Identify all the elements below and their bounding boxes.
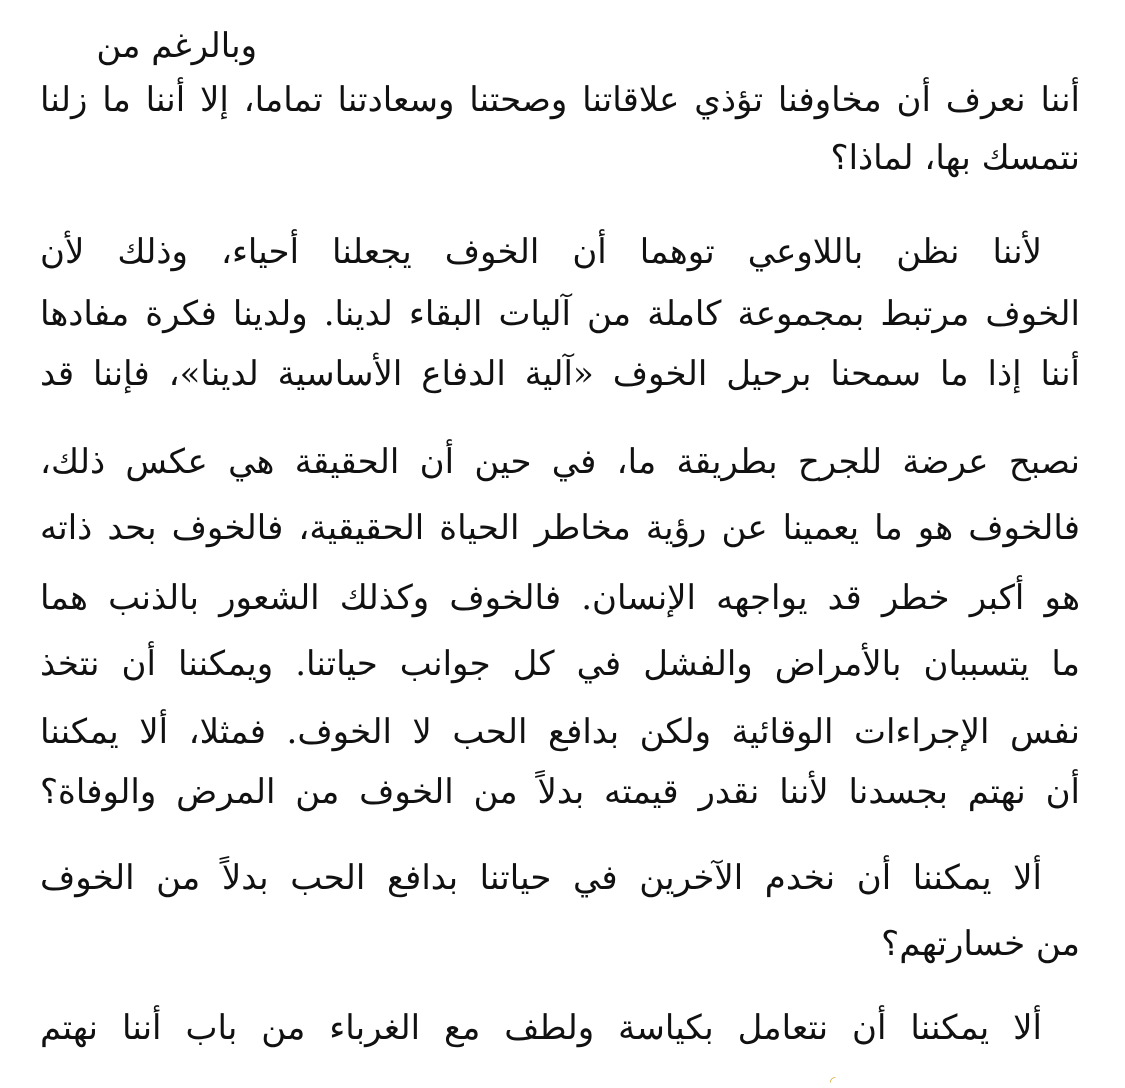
text-line-9: هو أكبر خطر قد يواجهه الإنسان. فالخوف وكذلك الشعور بالذنب هما xyxy=(40,578,1080,618)
text-line-5: الخوف مرتبط بمجموعة كاملة من آليات البقاء لدينا. ولدينا فكرة مفادها xyxy=(40,294,1080,334)
page-edge-mark: ◜ xyxy=(830,1074,836,1088)
text-line-4: لأننا نظن باللاوعي توهما أن الخوف يجعلنا أحياء، وذلك لأن xyxy=(40,232,1042,272)
text-line-15: ألا يمكننا أن نتعامل بكياسة ولطف مع الغرباء من باب أننا نهتم xyxy=(40,1008,1042,1048)
text-line-8: فالخوف هو ما يعمينا عن رؤية مخاطر الحياة الحقيقية، فالخوف بحد ذاته xyxy=(40,508,1080,548)
text-line-6: أننا إذا ما سمحنا برحيل الخوف «آلية الدفاع الأساسية لدينا»، فإننا قد xyxy=(40,354,1080,394)
text-line-12: أن نهتم بجسدنا لأننا نقدر قيمته بدلاً من الخوف من المرض والوفاة؟ xyxy=(40,772,1080,812)
text-line-2: أننا نعرف أن مخاوفنا تؤذي علاقاتنا وصحتنا وسعادتنا تماما، إلا أننا ما زلنا xyxy=(40,80,1080,120)
text-line-3: نتمسك بها، لماذا؟ xyxy=(830,138,1080,178)
text-line-7: نصبح عرضة للجرح بطريقة ما، في حين أن الحقيقة هي عكس ذلك، xyxy=(40,442,1080,482)
text-line-10: ما يتسببان بالأمراض والفشل في كل جوانب حياتنا. ويمكننا أن نتخذ xyxy=(40,644,1080,684)
text-line-13: ألا يمكننا أن نخدم الآخرين في حياتنا بدافع الحب بدلاً من الخوف xyxy=(40,858,1042,898)
text-line-11: نفس الإجراءات الوقائية ولكن بدافع الحب لا الخوف. فمثلا، ألا يمكننا xyxy=(40,712,1080,752)
text-line-14: من خسارتهم؟ xyxy=(881,924,1080,964)
text-line-1: وبالرغم من xyxy=(96,26,257,66)
